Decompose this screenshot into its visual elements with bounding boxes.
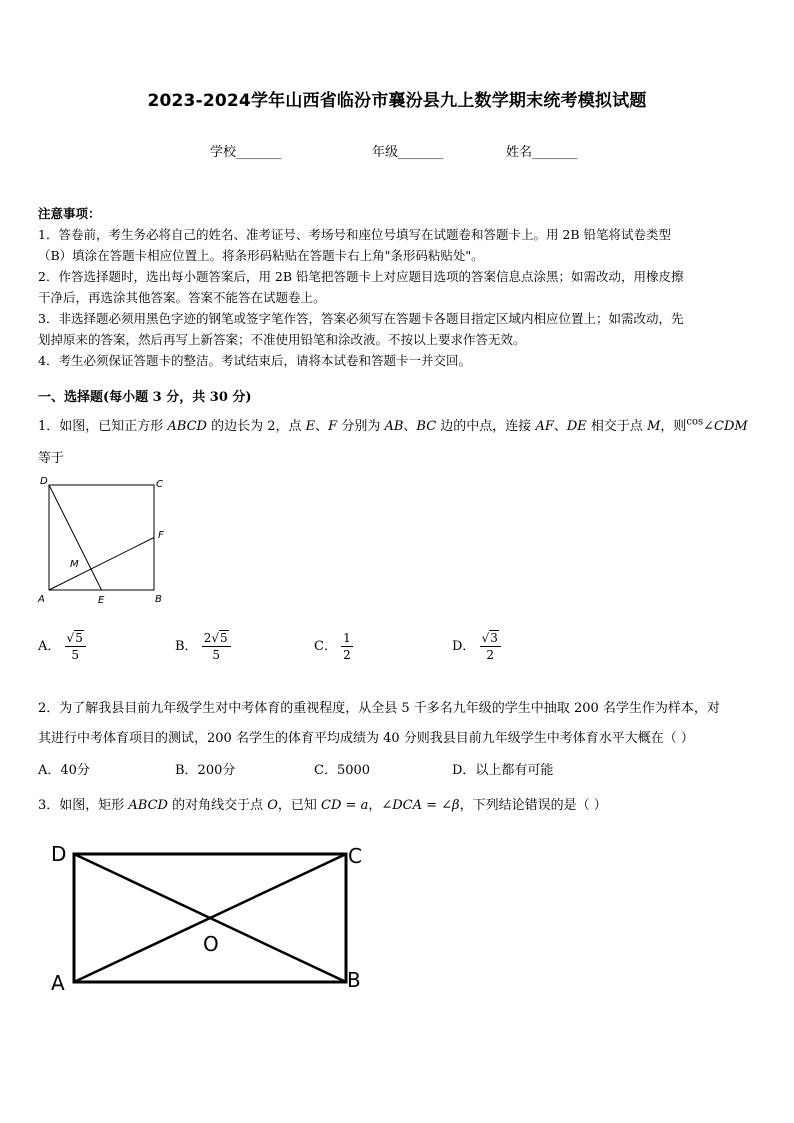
q1-stem-line2: 等于 <box>38 451 65 466</box>
option-label: D． <box>452 639 476 654</box>
q1-option-b[interactable] <box>175 630 231 663</box>
option-label: C． <box>314 639 337 654</box>
line-de <box>49 485 102 590</box>
label-f: F <box>158 530 164 541</box>
label-d: D <box>51 842 67 866</box>
section-heading: 一、选择题(每小题 3 分，共 30 分) <box>38 390 252 405</box>
q3-cd: CD = a <box>321 798 369 813</box>
denominator: 5 <box>212 648 220 662</box>
notes-heading: 注意事项： <box>38 206 101 221</box>
q3-o: O <box>267 798 278 813</box>
q1-text: 、 <box>553 419 567 434</box>
option-label: B． <box>175 639 198 654</box>
q1-text: 的边长为 2，点 <box>206 419 306 434</box>
q1-text: 、 <box>315 419 329 434</box>
q1-f: F <box>328 419 338 434</box>
q3-text: 3．如图，矩形 <box>38 798 129 813</box>
page-title: 2023-2024学年山西省临汾市襄汾县九上数学期末统考模拟试题 <box>147 91 647 111</box>
notes-line: 3．非选择题必须用黑色字迹的钢笔或签字笔作答，答案必须写在答题卡各题目指定区域内相应位置上；如需改动，先 <box>38 311 684 326</box>
denominator: 5 <box>71 648 79 662</box>
q1-bc: BC <box>416 419 437 434</box>
q1-abcd: ABCD <box>167 419 207 434</box>
q2-option-c[interactable]: C．5000 <box>314 763 371 778</box>
label-a: A <box>38 594 45 605</box>
square-abcd <box>49 485 154 590</box>
numerator: 1 <box>343 631 351 645</box>
q1-text: ，则 <box>660 419 687 434</box>
radicand: 5 <box>220 631 228 645</box>
q1-option-a[interactable] <box>38 630 86 663</box>
label-e: E <box>98 595 105 606</box>
q1-text: 分别为 <box>337 419 385 434</box>
q1-angle: ∠CDM <box>703 419 748 434</box>
notes-line: 划掉原来的答案，然后再写上新答案；不准使用铅笔和涂改液。不按以上要求作答无效。 <box>38 332 526 347</box>
grade-field: 年级_______ <box>372 145 444 160</box>
q2-option-b[interactable]: B．200分 <box>175 763 236 778</box>
q1-text: 相交于点 <box>586 419 648 434</box>
q3-text: 的对角线交于点 <box>167 798 268 813</box>
q1-text: 1．如图，已知正方形 <box>38 419 168 434</box>
q3-text: ，下列结论错误的是（ ） <box>459 798 607 813</box>
q1-de: DE <box>566 419 587 434</box>
q3-angle: ∠DCA = ∠β <box>381 798 460 813</box>
q3-abcd: ABCD <box>128 798 168 813</box>
label-b: B <box>347 968 361 992</box>
q1-m: M <box>647 419 661 434</box>
label-b: B <box>155 594 162 605</box>
notes-line: 2．作答选择题时，选出每小题答案后，用 2B 铅笔把答题卡上对应题目选项的答案信息点涂黑；如需改动，用橡皮擦 <box>38 269 684 284</box>
q3-text: ， <box>368 798 382 813</box>
q1-ab: AB <box>384 419 404 434</box>
label-d: D <box>40 476 48 487</box>
q1-figure <box>34 472 174 608</box>
label-c: C <box>156 479 163 490</box>
q1-text: 、 <box>403 419 417 434</box>
label-o: O <box>203 932 219 956</box>
q1-e: E <box>305 419 316 434</box>
line-af <box>49 538 154 591</box>
name-field: 姓名_______ <box>506 145 578 160</box>
notes-line: 4．考生必须保证答题卡的整洁。考试结束后，请将本试卷和答题卡一并交回。 <box>38 353 471 368</box>
school-field: 学校_______ <box>210 145 282 160</box>
q2-option-d[interactable]: D．以上都有可能 <box>452 763 554 778</box>
denominator: 2 <box>486 648 495 662</box>
fraction: $\frac{√5}{5}$ <box>65 630 86 663</box>
q2-option-a[interactable]: A．40分 <box>38 763 90 778</box>
notes-line: 1．答卷前，考生务必将自己的姓名、准考证号、考场号和座位号填写在试题卷和答题卡上。用 2B 铅笔将试卷类型 <box>38 227 672 242</box>
q3-text: ，已知 <box>277 798 322 813</box>
q1-option-c[interactable] <box>314 630 353 663</box>
fraction: $\frac{2√5}{5}$ <box>202 630 231 663</box>
label-m: M <box>70 559 79 570</box>
q1-cos: cos <box>686 416 704 428</box>
coefficient: 2 <box>203 631 212 645</box>
q1-text: 边的中点，连接 <box>436 419 536 434</box>
denominator: 2 <box>343 648 351 662</box>
fraction <box>341 630 353 663</box>
q2-line1: 2．为了解我县目前九年级学生对中考体育的重视程度，从全县 5 千多名九年级的学生中抽取 200 名学生作为样本，对 <box>38 701 720 716</box>
q1-af: AF <box>535 419 554 434</box>
q3-stem <box>38 794 607 813</box>
q3-figure <box>40 838 380 998</box>
q1-option-d[interactable] <box>452 630 501 663</box>
notes-line: 干净后，再选涂其他答案。答案不能答在试题卷上。 <box>38 290 326 305</box>
fraction: $\frac{√3}{2}$ <box>480 630 501 663</box>
option-label: A． <box>38 639 61 654</box>
notes-line: （B）填涂在答题卡相应位置上。将条形码粘贴在答题卡右上角"条形码粘贴处"。 <box>38 248 484 263</box>
q1-stem <box>38 415 748 434</box>
label-c: C <box>348 844 362 868</box>
radicand: 3 <box>490 631 498 645</box>
radicand: 5 <box>75 631 83 645</box>
q2-line2: 其进行中考体育项目的测试，200 名学生的体育平均成绩为 40 分则我县目前九年级学生中考体育水平大概在（ ） <box>38 731 694 746</box>
label-a: A <box>51 971 65 995</box>
notes-block <box>38 203 760 371</box>
